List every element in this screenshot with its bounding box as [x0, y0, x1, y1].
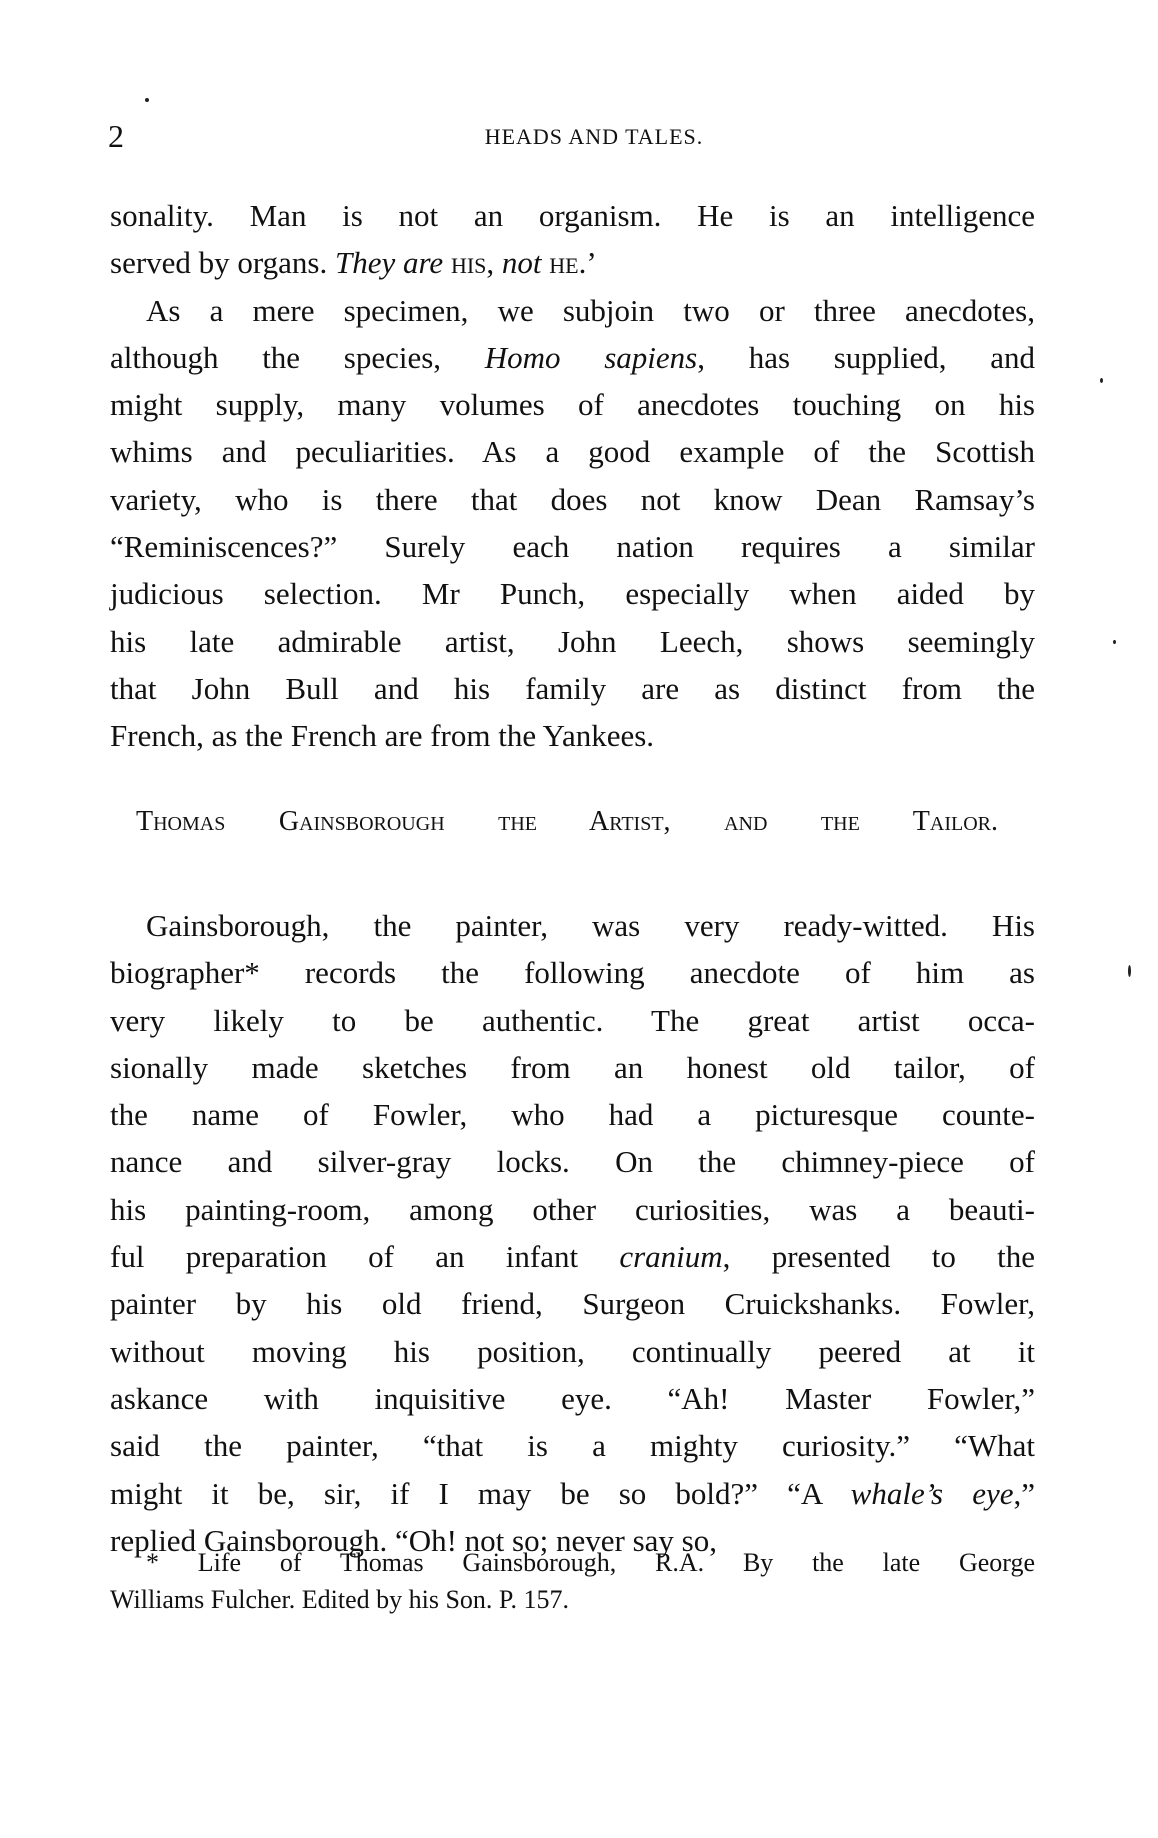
text-span: Williams Fulcher. Edited by his Son. P. 157. [110, 1585, 570, 1614]
text-span: nance and silver-gray locks. On the chimney-piece of [110, 1144, 1035, 1180]
text-line [110, 287, 1035, 334]
footnote [110, 1544, 1035, 1618]
text-line [110, 1044, 1035, 1091]
text-span: might supply, many volumes of anecdotes touching on his [110, 387, 1035, 423]
text-span: that John Bull and his family are as distinct from the [110, 670, 1035, 706]
text-span: variety, who is there that does not know Dean Ramsay’s [110, 481, 1035, 517]
text-line [110, 381, 1035, 428]
text-span: ,” [1013, 1475, 1036, 1511]
text-span: Gainsborough, the painter, was very ready-witted. His [146, 908, 1035, 943]
text-line [110, 1233, 1035, 1280]
text-line [110, 334, 1035, 381]
text-span: .’ [578, 245, 597, 281]
text-span: whims and peculiarities. As a good example of the Scottish [110, 434, 1035, 470]
text-span: judicious selection. Mr Punch, especially when aided by [110, 576, 1035, 612]
text-line [110, 1280, 1035, 1327]
scan-speck [1113, 640, 1116, 644]
paragraph-gainsborough [110, 902, 1035, 1564]
text-span: askance with inquisitive eye. “Ah! Master Fowler,” [110, 1380, 1035, 1416]
italic-text: not [501, 245, 542, 281]
text-span [443, 245, 451, 280]
text-span: served by organs. [110, 245, 335, 281]
text-line [110, 1375, 1035, 1422]
text-span: painter by his old friend, Surgeon Cruickshanks. Fowler, [110, 1286, 1035, 1322]
italic-text: cranium [619, 1239, 723, 1275]
scan-speck [145, 98, 149, 102]
text-line [110, 997, 1035, 1044]
text-span: very likely to be authentic. The great artist occa- [110, 1002, 1035, 1038]
text-span: ful preparation of an infant [110, 1239, 620, 1275]
text-line [110, 1581, 1035, 1618]
text-line [110, 949, 1035, 996]
small-caps-text: he [549, 245, 579, 281]
text-line [110, 1091, 1035, 1138]
text-span: “Reminiscences?” Surely each nation requires a similar [110, 529, 1035, 565]
text-span: replied Gainsborough. “Oh! not so; never say so, [110, 1522, 717, 1558]
text-span: , has supplied, and [697, 339, 1035, 375]
text-span: his painting-room, among other curiosities, was a beauti- [110, 1191, 1035, 1227]
text-span: his late admirable artist, John Leech, shows seemingly [110, 623, 1035, 659]
text-line [110, 476, 1035, 523]
italic-text: Homo sapiens [484, 339, 698, 375]
text-line [110, 902, 1035, 949]
text-line [110, 570, 1035, 617]
text-line [110, 192, 1035, 239]
text-line [110, 665, 1035, 712]
text-span: sionally made sketches from an honest old tailor, of [110, 1049, 1035, 1085]
text-span: French, as the French are from the Yankees. [110, 718, 655, 754]
text-line [110, 1138, 1035, 1185]
text-line [110, 1186, 1035, 1233]
page-number: 2 [108, 118, 124, 154]
text-line [110, 1422, 1035, 1469]
text-span: although the species, [110, 339, 485, 375]
text-span: without moving his position, continually peered at it [110, 1333, 1035, 1369]
text-line [110, 239, 1035, 286]
italic-text: whale’s eye [850, 1475, 1014, 1511]
section-heading: Thomas Gainsborough the Artist, and the Tailor. [136, 806, 998, 837]
text-span: sonality. Man is not an organism. He is an intelligence [110, 198, 1035, 233]
text-line [110, 712, 1035, 759]
text-span: the name of Fowler, who had a picturesque counte- [110, 1097, 1035, 1133]
text-line [110, 1544, 1035, 1581]
text-line [110, 1328, 1035, 1375]
text-span: biographer* records the following anecdote of him as [110, 955, 1035, 991]
paragraph-intro [110, 192, 1035, 760]
text-span: , presented to the [722, 1239, 1035, 1275]
text-span: , [486, 245, 502, 281]
text-line [110, 428, 1035, 475]
scan-speck [1128, 965, 1131, 977]
text-line [110, 618, 1035, 665]
text-span: said the painter, “that is a mighty curiosity.” “What [110, 1428, 1035, 1464]
small-caps-text: his [450, 245, 487, 281]
text-line [110, 1470, 1035, 1517]
text-span: might it be, sir, if I may be so bold?” “A [110, 1475, 851, 1511]
italic-text: They are [335, 245, 444, 281]
text-line [110, 523, 1035, 570]
text-span: * Life of Thomas Gainsborough, R.A. By the late George [146, 1548, 1035, 1577]
running-head: HEADS AND TALES. [484, 124, 704, 149]
text-span: As a mere specimen, we subjoin two or three anecdotes, [146, 292, 1035, 328]
scan-speck [1100, 378, 1103, 383]
